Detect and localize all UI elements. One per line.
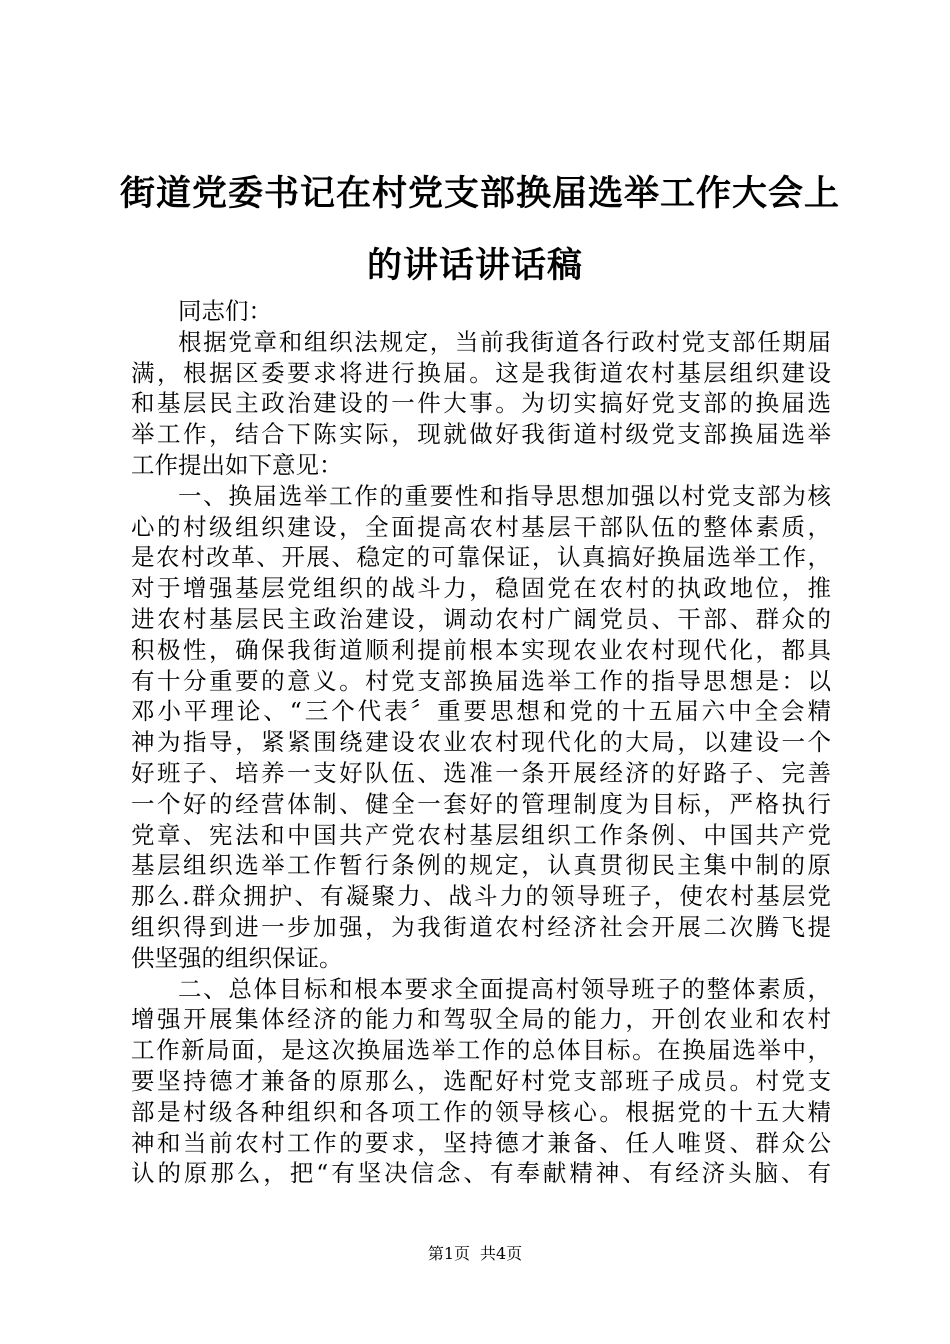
paragraph-line: 举工作，结合下陈实际，现就做好我街道村级党支部换届选举 (131, 420, 831, 449)
paragraph-line: 积极性，确保我街道顺利提前根本实现农业农村现代化，都具 (131, 635, 831, 664)
title-line-2: 的讲话讲话稿 (366, 245, 583, 286)
paragraph-line: 供坚强的组织保证。 (131, 943, 343, 972)
paragraph-line: 党章、宪法和中国共产党农村基层组织工作条例、中国共产党 (131, 820, 831, 849)
paragraph-line: 根据党章和组织法规定，当前我街道各行政村党支部任期届 (178, 327, 831, 356)
paragraph-line: 对于增强基层党组织的战斗力，稳固党在农村的执政地位，推 (131, 574, 831, 603)
paragraph-line: 要坚持德才兼备的原那么，选配好村党支部班子成员。村党支 (131, 1066, 831, 1095)
paragraph-line: 一、换届选举工作的重要性和指导思想加强以村党支部为核 (178, 481, 831, 510)
paragraph-line: 和基层民主政治建设的一件大事。为切实搞好党支部的换届选 (131, 389, 831, 418)
paragraph-line: 二、总体目标和根本要求全面提高村领导班子的整体素质， (178, 974, 831, 1003)
paragraph-line: 邓小平理论、“三个代表〞重要思想和党的十五届六中全会精 (131, 697, 831, 726)
page-total: 共4页 (480, 1244, 523, 1263)
paragraph-line: 好班子、培养一支好队伍、选准一条开展经济的好路子、完善 (131, 758, 831, 787)
paragraph-line: 增强开展集体经济的能力和驾驭全局的能力，开创农业和农村 (131, 1005, 831, 1034)
paragraph-line: 神为指导，紧紧围绕建设农业农村现代化的大局，以建设一个 (131, 728, 831, 757)
paragraph-line: 进农村基层民主政治建设，调动农村广阔党员、干部、群众的 (131, 604, 831, 633)
paragraph-line: 满，根据区委要求将进行换届。这是我街道农村基层组织建设 (131, 358, 831, 387)
paragraph-line: 组织得到进一步加强，为我街道农村经济社会开展二次腾飞提 (131, 912, 831, 941)
paragraph-line: 神和当前农村工作的要求，坚持德才兼备、任人唯贤、群众公 (131, 1128, 831, 1157)
paragraph-line: 有十分重要的意义。村党支部换届选举工作的指导思想是：以 (131, 666, 831, 695)
document-body (131, 296, 831, 1189)
salutation: 同志们： (178, 297, 272, 325)
title-line-1: 街道党委书记在村党支部换届选举工作大会上 (120, 173, 841, 214)
paragraph-line: 心的村级组织建设，全面提高农村基层干部队伍的整体素质， (131, 512, 831, 541)
document-title (120, 158, 841, 302)
page-number: 第1页 (427, 1244, 470, 1263)
paragraph-line: 那么.群众拥护、有凝聚力、战斗力的领导班子，使农村基层党 (131, 882, 831, 911)
paragraph-line: 工作提出如下意见： (131, 450, 343, 479)
paragraph-line: 部是村级各种组织和各项工作的领导核心。根据党的十五大精 (131, 1097, 831, 1126)
paragraph-line: 工作新局面，是这次换届选举工作的总体目标。在换届选举中， (131, 1036, 831, 1065)
paragraph-line: 认的原那么，把“有坚决信念、有奉献精神、有经济头脑、有 (131, 1159, 831, 1188)
page-footer (0, 1244, 950, 1264)
paragraph-line: 一个好的经营体制、健全一套好的管理制度为目标，严格执行 (131, 789, 831, 818)
paragraph-line: 基层组织选举工作暂行条例的规定，认真贯彻民主集中制的原 (131, 851, 831, 880)
paragraph-line: 是农村改革、开展、稳定的可靠保证，认真搞好换届选举工作， (131, 543, 831, 572)
